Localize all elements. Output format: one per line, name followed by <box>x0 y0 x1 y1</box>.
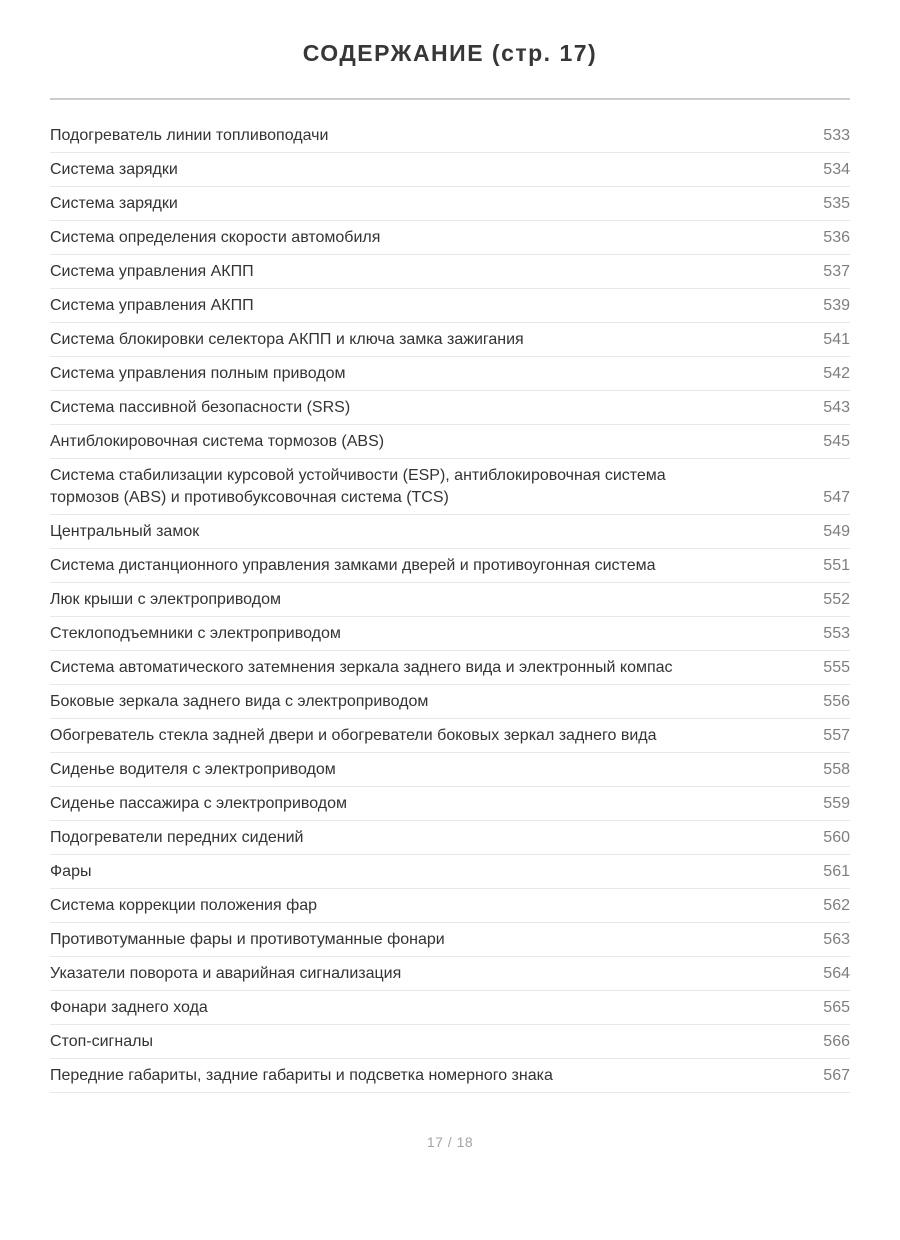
toc-entry[interactable] <box>50 787 850 821</box>
toc-entry[interactable] <box>50 119 850 153</box>
toc-entry[interactable] <box>50 391 850 425</box>
toc-entry[interactable] <box>50 583 850 617</box>
toc-entry[interactable] <box>50 855 850 889</box>
toc-entry-page-number: 535 <box>823 195 850 212</box>
toc-entry-label: Стоп-сигналы <box>50 1033 153 1050</box>
toc-entry-page-number: 547 <box>823 489 850 506</box>
toc-entry[interactable] <box>50 153 850 187</box>
toc-entry[interactable] <box>50 889 850 923</box>
toc-entry[interactable] <box>50 923 850 957</box>
toc-entry-label: Система определения скорости автомобиля <box>50 229 381 246</box>
toc-entry-label: Обогреватель стекла задней двери и обогреватели боковых зеркал заднего вида <box>50 727 657 744</box>
toc-entry-page-number: 533 <box>823 127 850 144</box>
toc-entry-page-number: 564 <box>823 965 850 982</box>
toc-entry[interactable] <box>50 1059 850 1093</box>
toc-entry[interactable] <box>50 651 850 685</box>
toc-entry-page-number: 541 <box>823 331 850 348</box>
toc-entry[interactable] <box>50 685 850 719</box>
toc-entry-label: Система зарядки <box>50 161 178 178</box>
toc-entry[interactable] <box>50 617 850 651</box>
toc-entry[interactable] <box>50 957 850 991</box>
toc-entry-label: Боковые зеркала заднего вида с электроприводом <box>50 693 429 710</box>
toc-entry-label: Система управления АКПП <box>50 263 254 280</box>
toc-entry-page-number: 543 <box>823 399 850 416</box>
toc-entry-label: Подогреватели передних сидений <box>50 829 304 846</box>
toc-entry[interactable] <box>50 753 850 787</box>
toc-entry[interactable] <box>50 1025 850 1059</box>
toc-entry[interactable] <box>50 991 850 1025</box>
toc-entry-page-number: 536 <box>823 229 850 246</box>
toc-entry-page-number: 563 <box>823 931 850 948</box>
toc-entry[interactable] <box>50 549 850 583</box>
toc-entry-page-number: 562 <box>823 897 850 914</box>
page-indicator: 17 / 18 <box>426 1134 474 1150</box>
toc-entry-label: Стеклоподъемники с электроприводом <box>50 625 341 642</box>
toc-entry[interactable] <box>50 323 850 357</box>
toc-entry-page-number: 557 <box>823 727 850 744</box>
toc-entry-label: Система автоматического затемнения зеркала заднего вида и электронный компас <box>50 659 673 676</box>
title-divider <box>50 98 850 100</box>
toc-entry-page-number: 553 <box>823 625 850 642</box>
toc-entry-label: Указатели поворота и аварийная сигнализация <box>50 965 402 982</box>
toc-entry-page-number: 545 <box>823 433 850 450</box>
toc-entry-label: Люк крыши с электроприводом <box>50 591 281 608</box>
toc-entry-label: Система управления полным приводом <box>50 365 346 382</box>
toc-entry[interactable] <box>50 719 850 753</box>
toc-entry-label: Сиденье пассажира с электроприводом <box>50 795 347 812</box>
toc-entry-page-number: 552 <box>823 591 850 608</box>
toc-entry-label: Система управления АКПП <box>50 297 254 314</box>
toc-entry-page-number: 566 <box>823 1033 850 1050</box>
toc-entry-label: Система коррекции положения фар <box>50 897 318 914</box>
toc-entry-label: Подогреватель линии топливоподачи <box>50 127 329 144</box>
toc-entry[interactable] <box>50 289 850 323</box>
toc-entry-page-number: 537 <box>823 263 850 280</box>
toc-entry-label: Центральный замок <box>50 523 200 540</box>
toc-entry-label: Антиблокировочная система тормозов (ABS) <box>50 433 385 450</box>
toc-entry-label: Система зарядки <box>50 195 178 212</box>
page-title: СОДЕРЖАНИЕ (стр. 17) <box>302 40 598 66</box>
toc-entry-page-number: 549 <box>823 523 850 540</box>
toc-entry-page-number: 561 <box>823 863 850 880</box>
toc-entry-page-number: 542 <box>823 365 850 382</box>
toc-entry-label: Фары <box>50 863 92 880</box>
toc-entry-label: Система дистанционного управления замками дверей и противоугонная система <box>50 557 656 574</box>
toc-entry[interactable] <box>50 515 850 549</box>
toc-entry-page-number: 560 <box>823 829 850 846</box>
toc-entry-page-number: 558 <box>823 761 850 778</box>
toc-entry[interactable] <box>50 255 850 289</box>
toc-entry-label: Противотуманные фары и противотуманные фонари <box>50 931 445 948</box>
toc-entry-page-number: 555 <box>823 659 850 676</box>
toc-entry-label: Система блокировки селектора АКПП и ключа замка зажигания <box>50 331 524 348</box>
toc-entry[interactable] <box>50 357 850 391</box>
toc-entry-page-number: 539 <box>823 297 850 314</box>
toc-entry-page-number: 565 <box>823 999 850 1016</box>
toc-entry-label: Система пассивной безопасности (SRS) <box>50 399 351 416</box>
toc-entry-label: Передние габариты, задние габариты и подсветка номерного знака <box>50 1067 553 1084</box>
toc-entry[interactable] <box>50 221 850 255</box>
toc-entry-page-number: 556 <box>823 693 850 710</box>
toc-entry[interactable] <box>50 821 850 855</box>
toc-entry-page-number: 559 <box>823 795 850 812</box>
toc-entry[interactable] <box>50 425 850 459</box>
toc-page <box>0 40 900 1240</box>
toc-entry[interactable] <box>50 187 850 221</box>
toc-entry-page-number: 534 <box>823 161 850 178</box>
toc-entry-page-number: 567 <box>823 1067 850 1084</box>
toc-entry-label: Система стабилизации курсовой устойчивости (ESP), антиблокировочная система тормозов (ABS) и противобуксовочная система (TCS) <box>50 467 666 506</box>
toc-entry-label: Фонари заднего хода <box>50 999 208 1016</box>
toc-entry-page-number: 551 <box>823 557 850 574</box>
toc-entry-label: Сиденье водителя с электроприводом <box>50 761 336 778</box>
toc-list <box>50 119 850 1093</box>
toc-entry[interactable] <box>50 459 850 515</box>
